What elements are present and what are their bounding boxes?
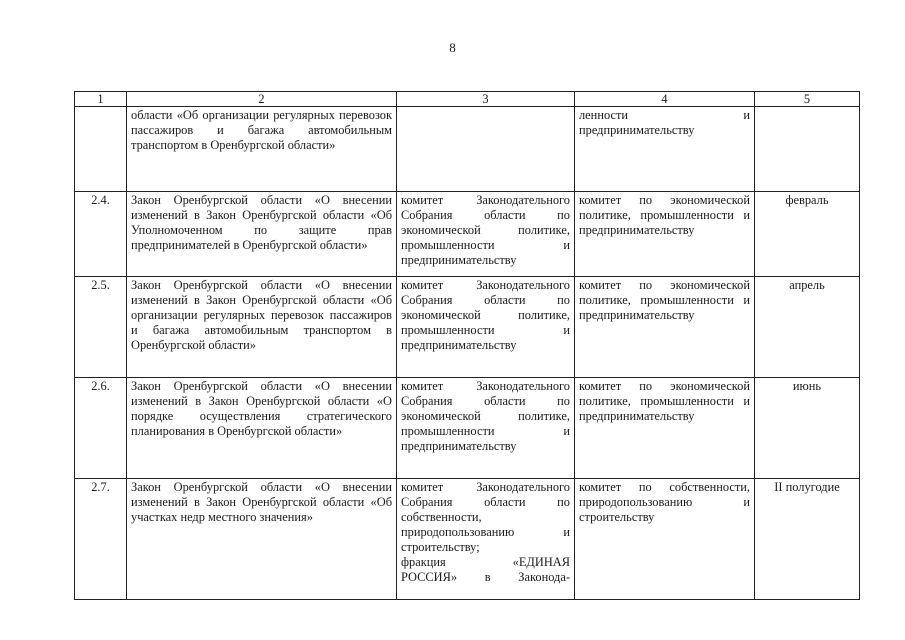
page-number: 8	[449, 40, 456, 55]
header-cell-4: 4	[575, 92, 755, 107]
committee-extra-a: фракция	[401, 555, 446, 569]
cell-term: II полугодие	[755, 479, 860, 600]
cell-committee	[397, 107, 575, 192]
cell-num: 2.6.	[75, 378, 127, 479]
committee-extra-c: РОССИЯ»	[401, 570, 458, 584]
cell-num: 2.4.	[75, 192, 127, 277]
header-cell-2: 2	[127, 92, 397, 107]
cell-num: 2.5.	[75, 277, 127, 378]
cell-term: февраль	[755, 192, 860, 277]
committee-text: комитет Законодательного Собрания области по собственности, природопользованию и строительству;	[401, 480, 570, 554]
cell-committee: комитет Законодательного Собрания области по экономической политике, промышленности и предпринимательству	[397, 192, 575, 277]
plan-table	[74, 91, 860, 600]
table-row-continuation	[75, 107, 860, 192]
cell-responsible: ленности и предпринимательству	[575, 107, 755, 192]
cell-num	[75, 107, 127, 192]
committee-extra-e: Законода-	[518, 570, 570, 584]
header-cell-5: 5	[755, 92, 860, 107]
cell-committee	[397, 479, 575, 600]
committee-extra-line-2	[401, 570, 570, 585]
cell-term: июнь	[755, 378, 860, 479]
table-row	[75, 479, 860, 600]
cell-committee: комитет Законодательного Собрания области по экономической политике, промышленности и предпринимательству	[397, 277, 575, 378]
committee-extra-b: «ЕДИНАЯ	[512, 555, 570, 569]
cell-responsible: комитет по экономической политике, промышленности и предпринимательству	[575, 277, 755, 378]
cell-law: Закон Оренбургской области «О внесении изменений в Закон Оренбургской области «Об организации регулярных перевозок пассажиров и багажа автомобильным транспортом в Оренбургской области»	[127, 277, 397, 378]
cell-term: апрель	[755, 277, 860, 378]
cell-committee: комитет Законодательного Собрания области по экономической политике, промышленности и предпринимательству	[397, 378, 575, 479]
header-cell-3: 3	[397, 92, 575, 107]
cell-term	[755, 107, 860, 192]
cell-responsible: комитет по собственности, природопользованию и строительству	[575, 479, 755, 600]
cell-law: области «Об организации регулярных перевозок пассажиров и багажа автомобильным транспортом в Оренбургской области»	[127, 107, 397, 192]
table-row	[75, 192, 860, 277]
header-cell-1: 1	[75, 92, 127, 107]
cell-law: Закон Оренбургской области «О внесении изменений в Закон Оренбургской области «Об Уполномоченном по защите прав предпринимателей в Оренбургской области»	[127, 192, 397, 277]
table-row	[75, 378, 860, 479]
cell-num: 2.7.	[75, 479, 127, 600]
table-row	[75, 277, 860, 378]
table-header-row	[75, 92, 860, 107]
cell-responsible: комитет по экономической политике, промышленности и предпринимательству	[575, 192, 755, 277]
cell-law: Закон Оренбургской области «О внесении изменений в Закон Оренбургской области «О порядке осуществления стратегического планирования в Оренбургской области»	[127, 378, 397, 479]
committee-extra-line-1	[401, 555, 570, 570]
cell-responsible: комитет по экономической политике, промышленности и предпринимательству	[575, 378, 755, 479]
cell-law: Закон Оренбургской области «О внесении изменений в Закон Оренбургской области «Об участках недр местного значения»	[127, 479, 397, 600]
committee-extra-d: в	[484, 570, 491, 584]
